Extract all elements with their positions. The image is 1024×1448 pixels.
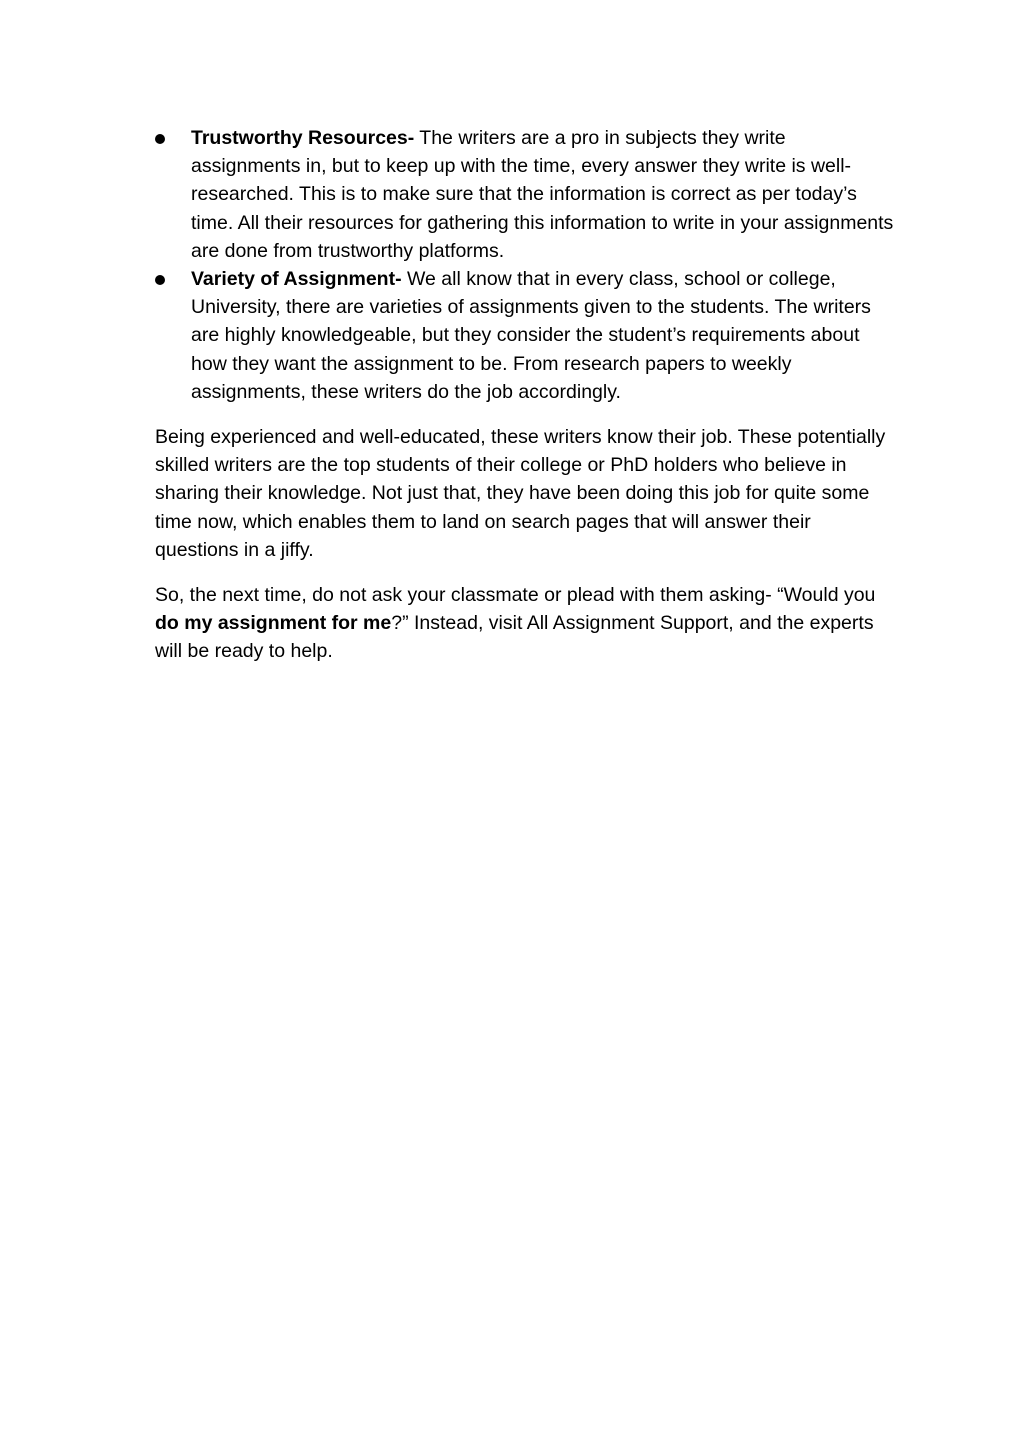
closing-text-before: So, the next time, do not ask your classmate or plead with them asking- “Would you [155, 584, 876, 607]
bullet-dot-icon [155, 275, 165, 285]
bullet-item-variety-of-assignment [155, 265, 895, 406]
paragraph-closing [155, 581, 895, 666]
closing-text-after: ?” Instead, visit All Assignment Support, and the experts will be ready to help. [155, 612, 874, 663]
bullet-text: The writers are a pro in subjects they write assignments in, but to keep up with the time, every answer they write is well-researched. This is to make sure that the information is correct as per today’s time. All their resources for gathering this information to write in your assignments are done from trustworthy platforms. [191, 127, 894, 262]
closing-text-bold: do my assignment for me [155, 612, 392, 635]
bullet-heading: Variety of Assignment- [191, 268, 402, 291]
bullet-heading: Trustworthy Resources- [191, 127, 415, 149]
paragraph-writers-experience: Being experienced and well-educated, these writers know their job. These potentially skilled writers are the top students of their college or PhD holders who believe in sharing their knowledge. Not just that, they have been doing this job for quite some time now, which enables them to land on search pages that will answer their questions in a jiffy. [155, 426, 886, 561]
bullet-item-trustworthy-resources [155, 124, 895, 265]
bullet-dot-icon [155, 134, 165, 144]
document-page [155, 124, 895, 666]
bullet-text: We all know that in every class, school or college, University, there are varieties of assignments given to the students. The writers are highly knowledgeable, but they consider the student’s requirements about how they want the assignment to be. From research papers to weekly assignments, these writers do the job accordingly. [191, 268, 871, 403]
bullet-list [155, 124, 895, 406]
